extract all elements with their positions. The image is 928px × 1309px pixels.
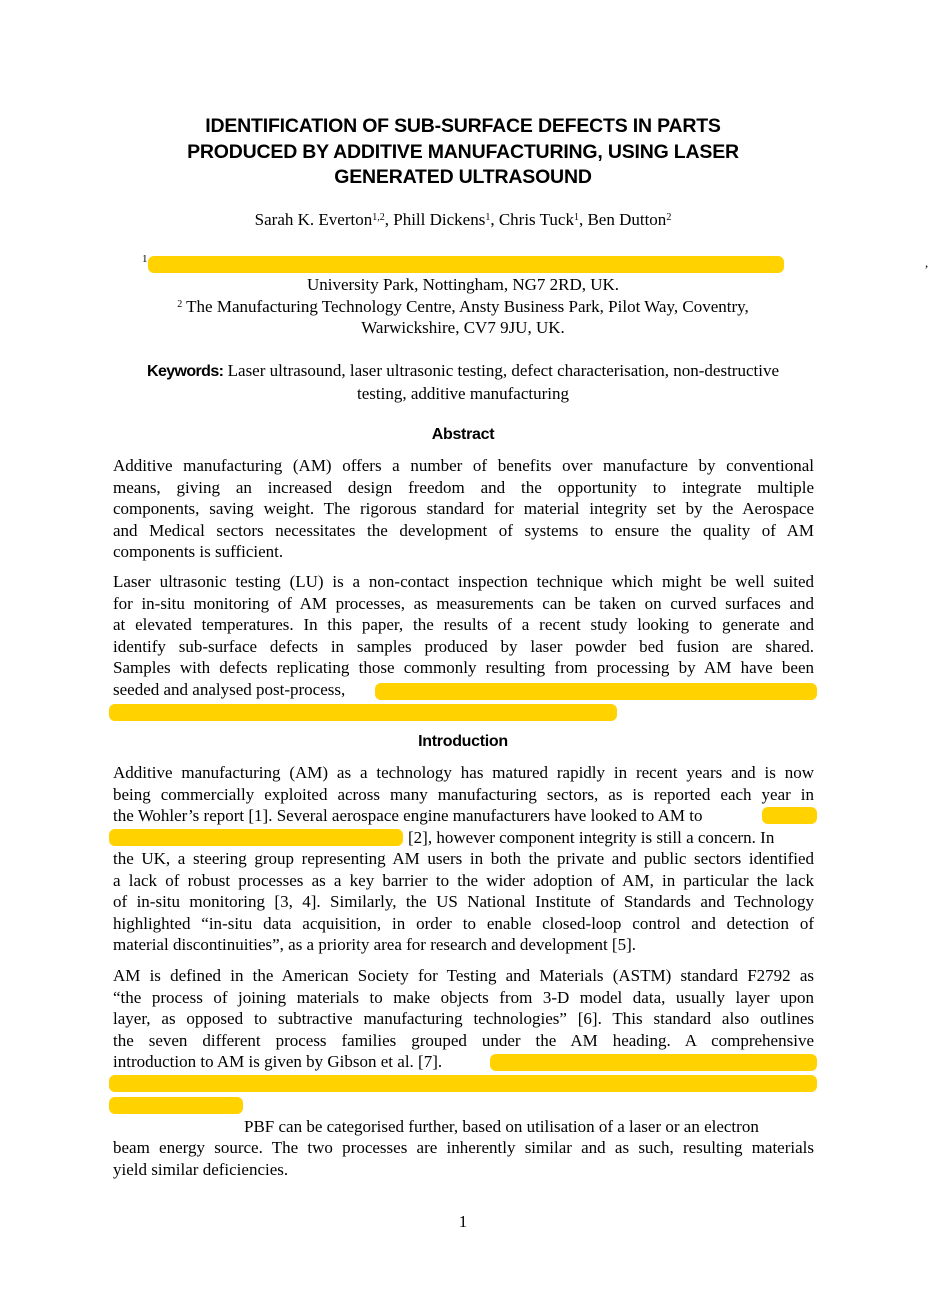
affiliation-1-line-2: University Park, Nottingham, NG7 2RD, UK. [306,275,620,294]
text-line: of in-situ monitoring [3, 4]. Similarly, the US National Institute of Standards and Technology [113,892,814,911]
keywords-block [113,360,813,404]
text-line: components, saving weight. The rigorous standard for material integrity set by the Aerospace [113,499,814,518]
affiliation-2-mark: 2 [177,299,183,310]
text-line: at elevated temperatures. In this paper, the results of a recent study looking to generate and [113,615,814,634]
text-line: components is sufficient. [113,542,284,561]
redaction-highlight [375,683,817,700]
text-line: being commercially exploited across many manufacturing sectors, as is reported each year in [113,784,814,804]
text-line: highlighted “in-situ data acquisition, in order to enable closed-loop control and detection of [113,913,814,933]
introduction-heading: Introduction [418,733,508,750]
title-line-2: PRODUCED BY ADDITIVE MANUFACTURING, USING LASER [187,140,739,163]
keywords-text-1: Laser ultrasound, laser ultrasonic testing, defect characterisation, non-destructive [223,361,779,380]
paper-title [113,114,813,191]
author-list [113,208,813,232]
text-line: the Wohler’s report [1]. Several aerospace engine manufacturers have looked to AM to [113,806,703,825]
affiliation-1-mark: 1 [142,253,148,265]
author-affiliation-mark: 1 [485,212,491,223]
text-line: a lack of robust processes as a key barrier to the wider adoption of AM, in particular the lack [113,870,814,890]
text-line: PBF can be categorised further, based on utilisation of a laser or an electron [244,1116,759,1136]
introduction-paragraph-1 [113,762,814,956]
author-name: , Chris Tuck [490,210,574,229]
author-name: , Phill Dickens [384,210,486,229]
text-line: AM is defined in the American Society for Testing and Materials (ASTM) standard F2792 as [113,966,814,985]
title-line-3: GENERATED ULTRASOUND [334,166,592,188]
redaction-highlight [109,704,617,721]
author-affiliation-mark: 2 [666,212,672,223]
affiliation-2-text: The Manufacturing Technology Centre, Ansty Business Park, Pilot Way, Coventry, [182,297,749,316]
author-name: Sarah K. Everton [254,210,373,229]
redaction-highlight [109,1097,243,1114]
text-line: introduction to AM is given by Gibson et al. [7]. [113,1052,443,1071]
abstract-heading: Abstract [431,426,495,443]
keywords-label: Keywords: [146,363,224,380]
redaction-highlight [109,1075,817,1092]
text-line: [2], however component integrity is still a concern. In [408,827,775,847]
affiliation-2-line-2: Warwickshire, CV7 9JU, UK. [361,318,565,337]
text-line: Additive manufacturing (AM) as a technology has matured rapidly in recent years and is now [113,763,814,782]
author-affiliation-mark: 1 [573,212,579,223]
text-line: the seven different process families grouped under the AM heading. A comprehensive [113,1030,814,1050]
author-name: , Ben Dutton [578,210,667,229]
page-number: 1 [458,1212,468,1231]
text-line: and Medical sectors necessitates the development of systems to ensure the quality of AM [113,520,814,540]
keywords-text-2: testing, additive manufacturing [357,383,569,403]
redaction-highlight [762,807,817,824]
text-line: identify sub-surface defects in samples produced by laser powder bed fusion are shared. [113,636,814,656]
text-line: layer, as opposed to subtractive manufacturing technologies” [6]. This standard also outlines [113,1009,814,1028]
abstract-paragraph-2 [113,571,814,700]
text-line: material discontinuities”, as a priority area for research and development [5]. [113,935,637,954]
affiliation-1-comma: , [925,255,928,270]
text-line: beam energy source. The two processes are inherently similar and as such, resulting materials [113,1138,814,1157]
affiliation-2-line-1 [113,296,813,318]
redaction-highlight [148,256,784,273]
text-line: yield similar deficiencies. [113,1159,289,1179]
text-line: seeded and analysed post-process, [113,679,346,699]
redaction-highlight [490,1054,817,1071]
text-line: Additive manufacturing (AM) offers a number of benefits over manufacture by conventional [113,456,814,475]
introduction-paragraph-2 [113,965,814,1180]
redaction-highlight [109,829,403,846]
author-affiliation-mark: 1,2 [372,212,385,223]
text-line: “the process of joining materials to make objects from 3-D model data, usually layer upon [113,987,814,1007]
text-line: Samples with defects replicating those commonly resulting from processing by AM have been [113,658,814,677]
text-line: means, giving an increased design freedom and the opportunity to integrate multiple [113,477,814,497]
text-line: for in-situ monitoring of AM processes, as measurements can be taken on curved surfaces and [113,593,814,613]
text-line: Laser ultrasonic testing (LU) is a non-contact inspection technique which might be well suited [113,572,814,591]
abstract-paragraph-1 [113,455,814,563]
text-line: the UK, a steering group representing AM users in both the private and public sectors identified [113,849,814,868]
title-line-1: IDENTIFICATION OF SUB-SURFACE DEFECTS IN PARTS [205,115,721,137]
